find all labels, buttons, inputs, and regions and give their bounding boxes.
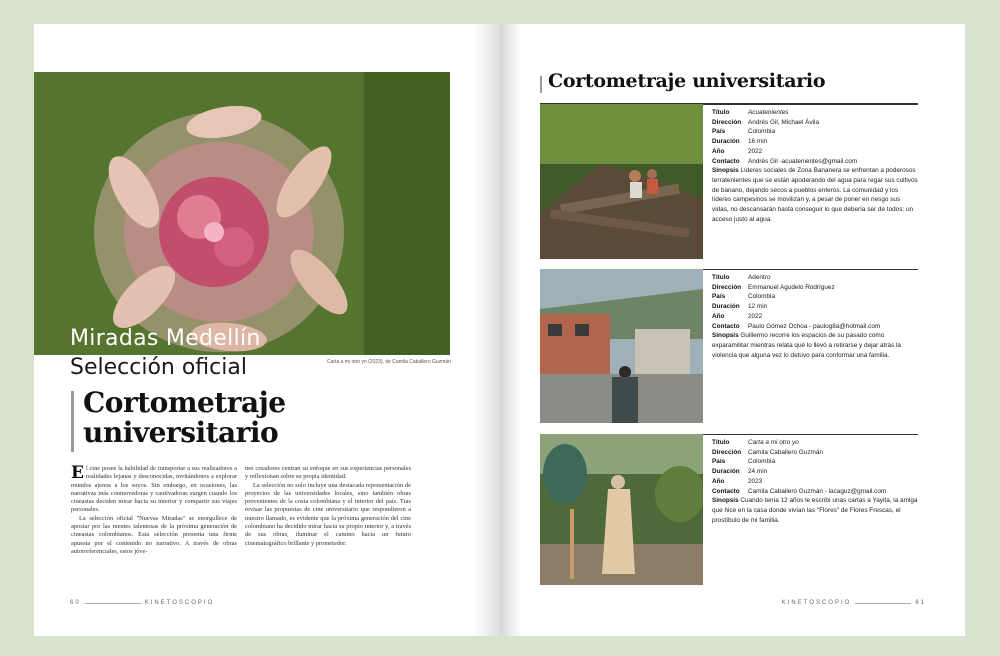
- folio-rule: [855, 603, 911, 604]
- film-rule: [703, 269, 918, 270]
- field-country: [712, 127, 918, 137]
- field-contact: [712, 157, 918, 167]
- hero-photo-illustration: [34, 72, 450, 355]
- field-label: Sinopsis: [712, 332, 739, 340]
- field-value: 2022: [748, 312, 763, 320]
- left-page: [34, 24, 500, 636]
- body-paragraph: La selección no solo incluye una destacada representación de proyectos de las universidades locales, sino también obras provenientes de la costa colombiana y el interior del país. Tras revisar las propuestas de cine universitario que respondieron a nuestro llamado, es evidente que la próxima generación del cine colombiano ha decidido mirar hacia su propio interior y, a través de sus obras, iluminar el camino hacia un futuro cinematográfico brillante y prometedor.: [245, 481, 411, 547]
- field-label: Duración: [712, 303, 740, 311]
- body-column-1: [71, 465, 237, 556]
- folio-right: [782, 600, 926, 606]
- field-value: Carta a mi otro yo: [748, 439, 799, 446]
- film-still: [540, 434, 703, 585]
- hero-photo: [34, 72, 450, 355]
- field-label: Duración: [712, 468, 740, 476]
- gutter-shadow: [474, 24, 500, 636]
- field-label: Contacto: [712, 487, 740, 495]
- field-label: Sinopsis: [712, 497, 739, 505]
- field-label: Título: [712, 274, 730, 281]
- film-info: [712, 438, 918, 525]
- section-label: Selección oficial: [70, 355, 247, 380]
- field-synopsis: [712, 496, 918, 525]
- field-value: Andrés Gil, Michael Ávila: [748, 118, 820, 126]
- page-number: 60: [70, 600, 81, 606]
- field-value: 24 min: [748, 468, 768, 476]
- field-label: Año: [712, 477, 725, 485]
- field-label: País: [712, 128, 726, 136]
- field-label: Dirección: [712, 118, 742, 126]
- field-label: País: [712, 293, 726, 301]
- body-paragraph-text: l cine posee la habilidad de transportar a sus realizadores a realidades lejanas y desconocidas, invitándonos a explorar mundos ajenos a los suyos. Sin embargo, en ocasiones, las narrativas más conmovedoras y cautivadoras surgen cuando los cineastas deciden mirar hacia su interior y compartir sus viajes personales.: [71, 465, 237, 514]
- magazine-name: KINETOSCOPIO: [781, 600, 852, 606]
- field-director: [712, 118, 918, 128]
- body-paragraph: [71, 465, 237, 515]
- field-director: [712, 283, 918, 293]
- field-label: Contacto: [712, 322, 740, 330]
- field-label: País: [712, 458, 726, 466]
- film-info: [712, 273, 918, 360]
- field-label: Contacto: [712, 157, 740, 165]
- title-accent-bar: [540, 76, 542, 93]
- field-value: Adentro: [748, 274, 771, 281]
- film-entry: [540, 269, 918, 423]
- field-duration: [712, 467, 918, 477]
- page-title-line2: universitario: [83, 416, 279, 449]
- field-contact: [712, 487, 918, 497]
- field-title: [712, 108, 918, 118]
- field-label: Título: [712, 439, 730, 446]
- drop-cap: E: [71, 463, 84, 483]
- page-title-line1: Cortometraje: [83, 386, 286, 419]
- film-rule: [703, 434, 918, 435]
- field-synopsis: [712, 166, 918, 224]
- photo-caption: Carta a mi otro yo (2023), de Camila Caballero Guzmán: [327, 359, 451, 365]
- field-label: Título: [712, 109, 730, 116]
- field-value: Camila Caballero Guzmán: [748, 448, 823, 456]
- film-entry: [540, 434, 918, 585]
- field-country: [712, 292, 918, 302]
- gutter-shadow: [500, 24, 522, 636]
- field-year: [712, 312, 918, 322]
- hero-brand-text: Miradas Medellín: [70, 326, 261, 351]
- field-duration: [712, 137, 918, 147]
- field-label: Año: [712, 312, 725, 320]
- field-year: [712, 477, 918, 487]
- body-column-2: [245, 465, 411, 548]
- film-still: [540, 104, 703, 259]
- field-value: Cuando tenía 12 años le escribí unas cartas a Yayita, la amiga que hice en la casa donde vivían las "Flores" de Flores Frescas, el prostíbulo de mi familia.: [712, 497, 918, 524]
- field-title: [712, 273, 918, 283]
- field-label: Sinopsis: [712, 167, 739, 175]
- page-number: 61: [915, 600, 926, 606]
- field-value: Colombia: [748, 293, 775, 301]
- field-value: Líderes sociales de Zona Bananera se enfrentan a poderosos terratenientes que se están apoderando del agua para regar sus cultivos de banano, dejando secos a pueblos enteros. La comunidad y los líderes campesinos se movilizan y, a pesar de poner en riesgo sus vidas, no descansarán hasta conseguir lo que debería ser de todos: un acceso justo al agua.: [712, 167, 918, 223]
- right-page-title: Cortometraje universitario: [548, 70, 826, 92]
- field-value: Camila Caballero Guzmán - lacaguz@gmail.com: [748, 487, 887, 495]
- film-still-illustration: [540, 104, 703, 259]
- field-country: [712, 457, 918, 467]
- title-accent-bar: [71, 391, 74, 452]
- field-value: 2022: [748, 147, 763, 155]
- film-rule: [703, 104, 918, 105]
- field-synopsis: [712, 331, 918, 360]
- field-title: [712, 438, 918, 448]
- film-entry: [540, 104, 918, 259]
- field-value: 16 min: [748, 138, 768, 146]
- field-value: Colombia: [748, 458, 775, 466]
- field-year: [712, 147, 918, 157]
- field-value: 12 min: [748, 303, 768, 311]
- field-label: Dirección: [712, 283, 742, 291]
- field-value: Colombia: [748, 128, 775, 136]
- field-label: Dirección: [712, 448, 742, 456]
- magazine-spread: [34, 24, 965, 636]
- field-value: Emmanuel Agudelo Rodríguez: [748, 283, 835, 291]
- field-label: Duración: [712, 138, 740, 146]
- field-value: Guillermo recorre los espacios de su pasado como exparamilitar mientras relata qué lo llevó a retirarse y dejar atrás la violencia que alguna vez lo detuvo para conformar una familia.: [712, 332, 901, 359]
- field-value: Acuatenientes: [748, 109, 789, 116]
- page-title: [83, 388, 343, 448]
- field-label: Año: [712, 147, 725, 155]
- right-page: [500, 24, 965, 636]
- folio-left: [70, 600, 214, 606]
- magazine-name: KINETOSCOPIO: [144, 600, 215, 606]
- field-value: Paulo Gómez Ochoa - paulog8a@hotmail.com: [748, 322, 881, 330]
- film-still-illustration: [540, 269, 703, 423]
- film-info: [712, 108, 918, 224]
- field-value: Andrés Gil -acuatenientes@gmail.com: [748, 157, 858, 165]
- field-value: 2023: [748, 477, 763, 485]
- field-duration: [712, 302, 918, 312]
- folio-rule: [85, 603, 141, 604]
- field-contact: [712, 322, 918, 332]
- film-still-illustration: [540, 434, 703, 585]
- field-director: [712, 448, 918, 458]
- film-still: [540, 269, 703, 423]
- body-paragraph: La selección oficial "Nuevas Miradas" se enorgullece de apostar por las mentes talentosas de la próxima generación de cineastas colombianos. Esta selección presenta una firme apuesta por el contenido no narrativo. A través de obras autorreferenciales, estos jóve-: [71, 514, 237, 555]
- body-paragraph: nes creadores centran su enfoque en sus experiencias personales y reflexionan sobre su propia identidad.: [245, 465, 411, 481]
